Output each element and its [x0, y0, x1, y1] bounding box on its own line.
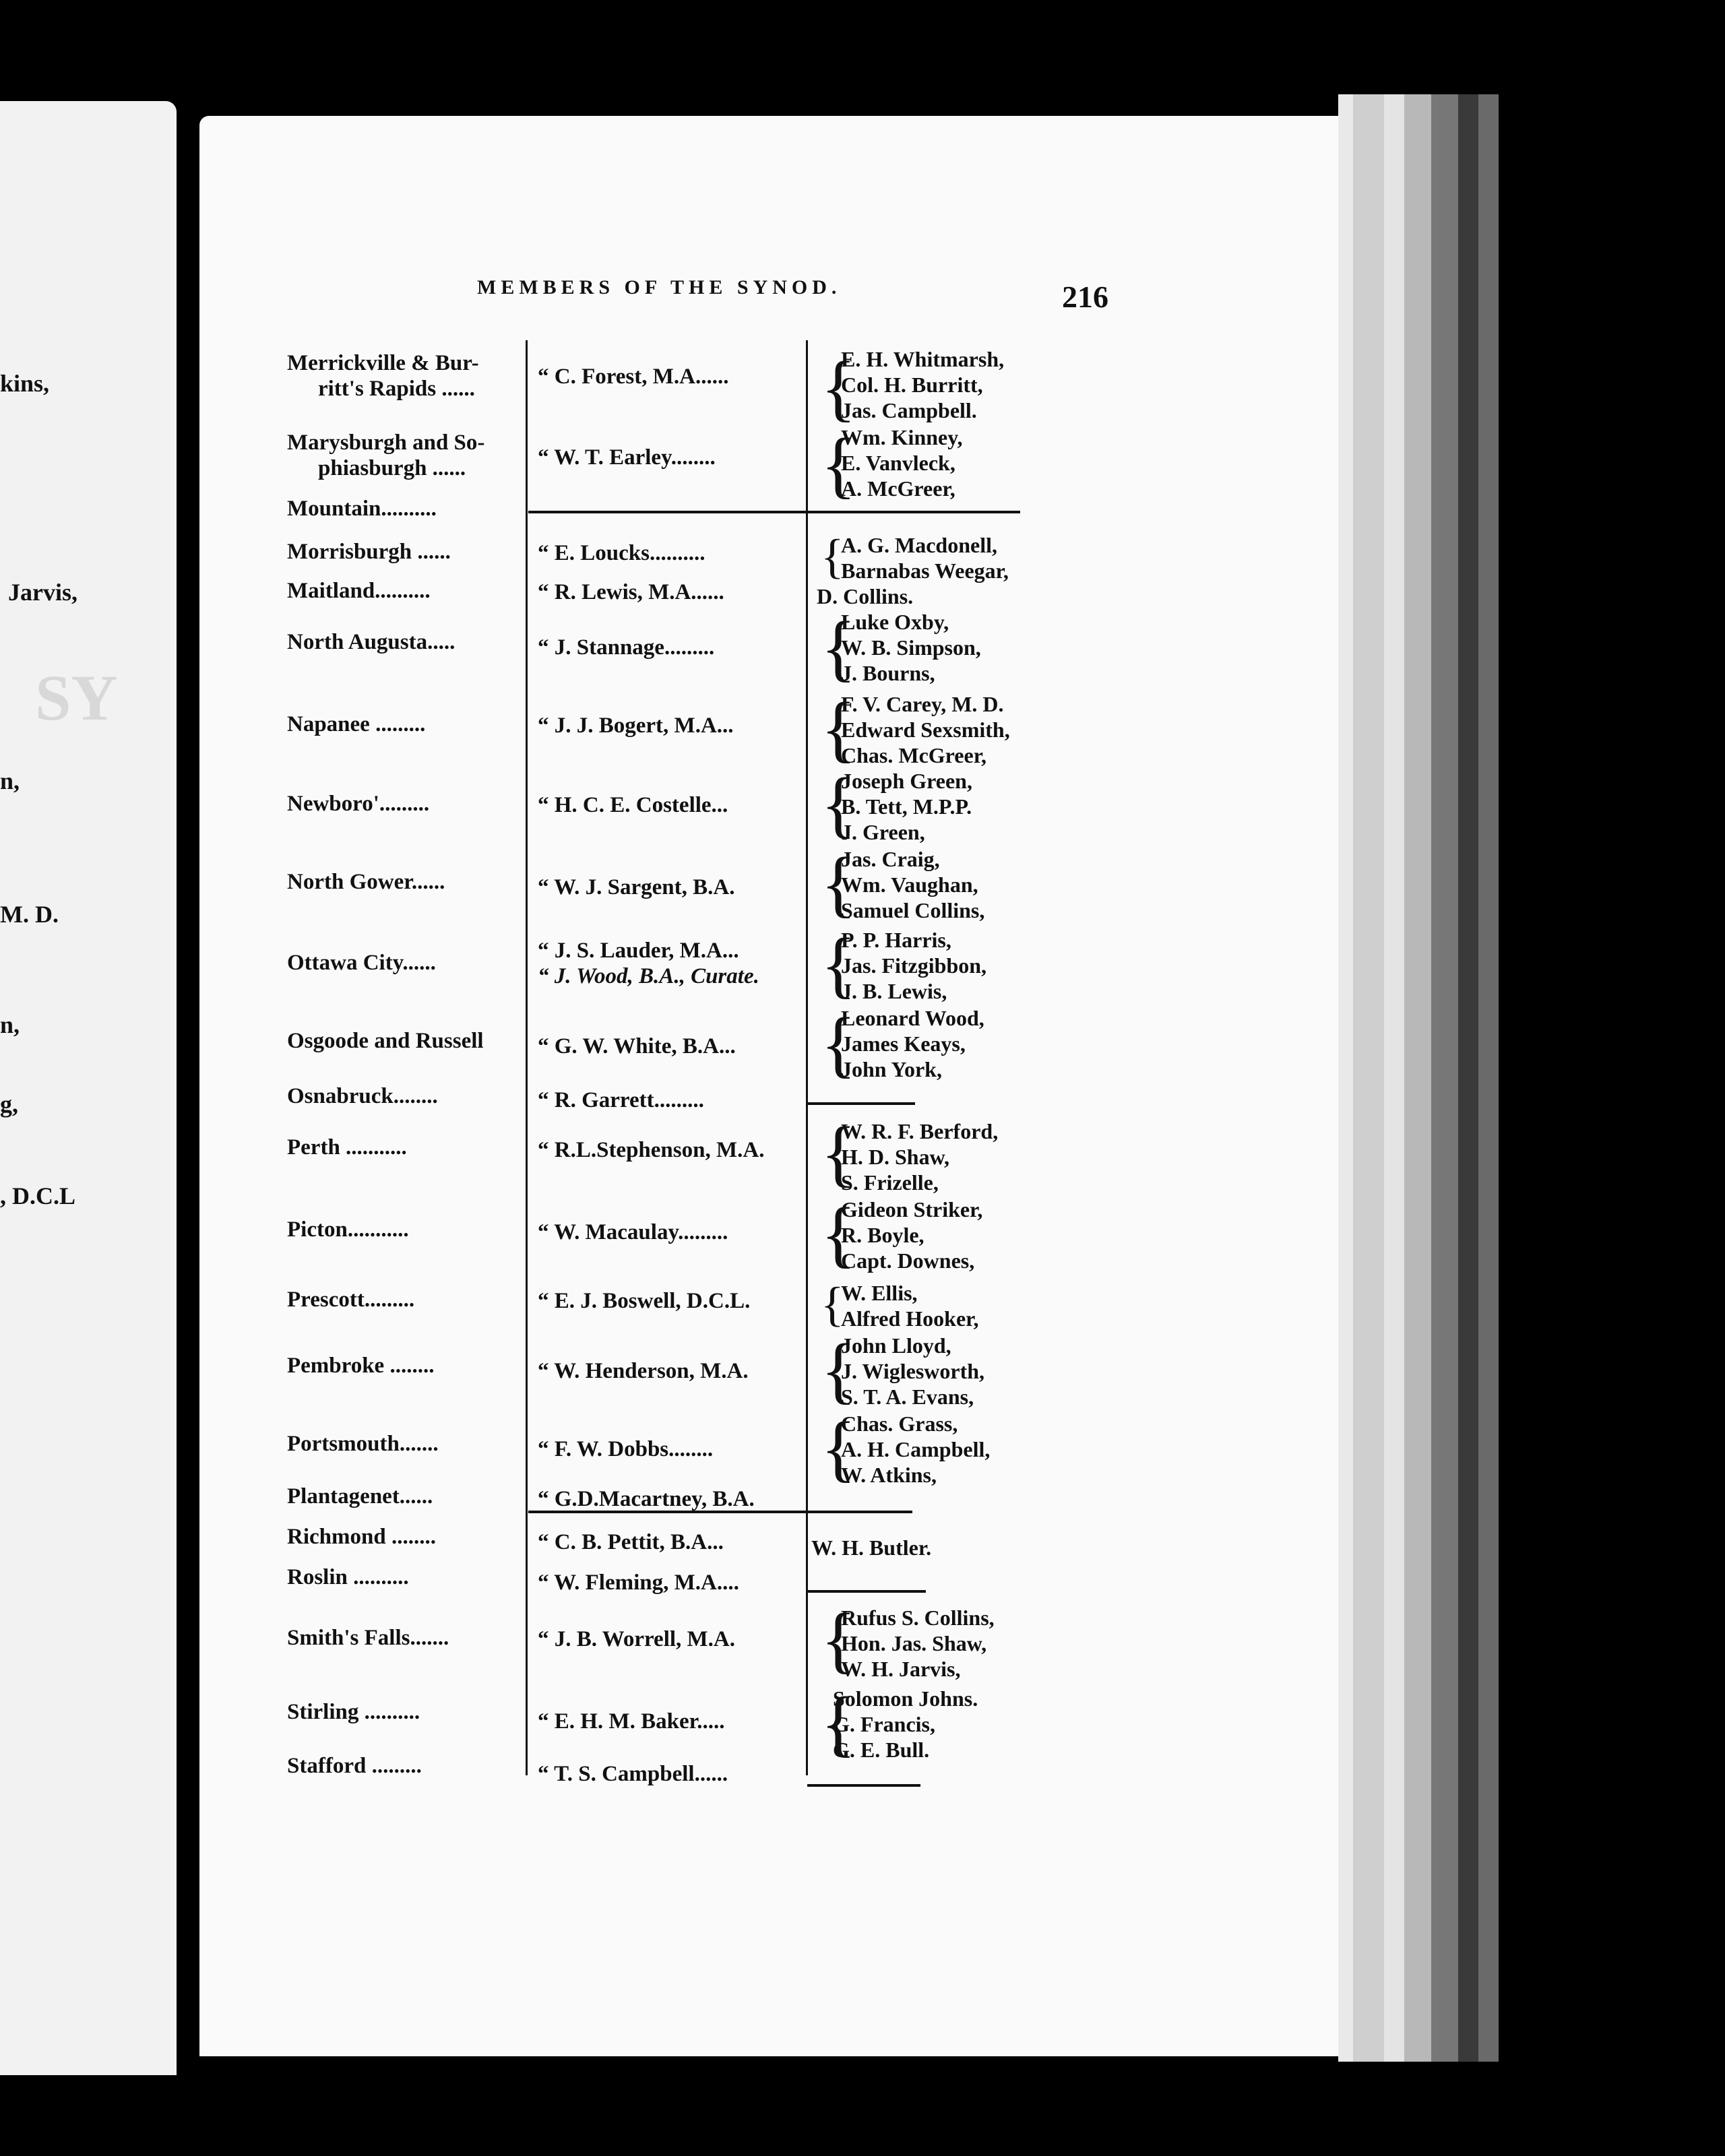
parish-name: Pembroke ........	[287, 1354, 435, 1378]
brace-glyph: {	[821, 763, 856, 845]
left-page-fragment: , D.C.L	[0, 1182, 76, 1209]
clergy-name: “ C. Forest, M.A......	[538, 364, 729, 389]
parish-name: Smith's Falls.......	[287, 1626, 449, 1650]
lay-delegates: Solomon Johns. G. Francis, G. E. Bull.	[833, 1686, 978, 1762]
page-edge	[1353, 94, 1384, 2062]
clergy-name: “ W. Henderson, M.A.	[538, 1359, 749, 1383]
parish-name: Ottawa City......	[287, 951, 436, 975]
parish-name: Stirling ..........	[287, 1700, 420, 1724]
brace-glyph: {	[821, 842, 856, 924]
left-page-fragment: n,	[0, 767, 20, 794]
lay-delegates: Wm. Kinney, E. Vanvleck, A. McGreer,	[841, 425, 963, 501]
brace-glyph: {	[821, 1598, 856, 1680]
parish-name: Mountain..........	[287, 497, 437, 521]
parish-name: Picton...........	[287, 1217, 409, 1242]
brace-glyph: {	[821, 346, 856, 429]
clergy-name: “ J. J. Bogert, M.A...	[538, 714, 734, 738]
clergy-name: “ F. W. Dobbs........	[538, 1437, 714, 1461]
clergy-name: “ W. J. Sargent, B.A.	[538, 875, 735, 899]
left-page-fragment: g,	[0, 1091, 18, 1118]
lay-delegates: W. R. F. Berford, H. D. Shaw, S. Frizelle,	[841, 1119, 999, 1195]
separator-rule	[528, 511, 1020, 513]
parish-name: Marysburgh and So- phiasburgh ......	[287, 431, 485, 480]
lay-delegates: Chas. Grass, A. H. Campbell, W. Atkins,	[841, 1412, 991, 1487]
clergy-name: “ E. Loucks..........	[538, 541, 705, 565]
parish-name: Osnabruck........	[287, 1084, 438, 1108]
lay-delegates: Joseph Green, B. Tett, M.P.P. J. Green,	[841, 769, 972, 844]
left-page-fragment: SY	[35, 662, 118, 734]
clergy-name: “ G.D.Macartney, B.A.	[538, 1487, 755, 1511]
lay-delegates: Jas. Craig, Wm. Vaughan, Samuel Collins,	[841, 847, 985, 922]
separator-rule	[807, 1590, 926, 1593]
lay-delegates: W. H. Butler.	[811, 1535, 932, 1560]
column-rule-right	[806, 340, 808, 1775]
clergy-name: “ E. H. M. Baker.....	[538, 1709, 725, 1734]
parish-name: Richmond ........	[287, 1525, 436, 1549]
clergy-name: “ J. Stannage.........	[538, 635, 715, 660]
clergy-name: “ W. Macaulay.........	[538, 1220, 728, 1244]
parish-name: Napanee .........	[287, 712, 426, 736]
parish-name: North Augusta.....	[287, 630, 456, 654]
brace-glyph: {	[821, 1112, 856, 1194]
brace-glyph: {	[821, 1277, 844, 1331]
left-page-fragment: M. D.	[0, 901, 59, 928]
brace-glyph: {	[821, 1003, 856, 1085]
separator-rule	[807, 1102, 915, 1105]
parish-name: Portsmouth.......	[287, 1432, 439, 1456]
parish-name: Roslin ..........	[287, 1565, 409, 1589]
lay-delegates: Rufus S. Collins, Hon. Jas. Shaw, W. H. Jarvis,	[841, 1606, 995, 1681]
lay-delegates: D. Collins.	[817, 584, 914, 608]
brace-glyph: {	[821, 1682, 856, 1764]
left-page-fragment: kins,	[0, 370, 50, 397]
clergy-name: “ J. B. Worrell, M.A.	[538, 1627, 736, 1651]
clergy-name: “ W. T. Earley........	[538, 445, 716, 470]
page-edge	[1478, 94, 1499, 2062]
lay-delegates: John Lloyd, J. Wiglesworth, S. T. A. Evans,	[841, 1333, 985, 1409]
lay-delegates: W. Ellis, Alfred Hooker,	[841, 1281, 979, 1331]
lay-delegates: A. G. Macdonell, Barnabas Weegar,	[841, 533, 1009, 583]
clergy-name: “ R. Lewis, M.A......	[538, 580, 724, 604]
brace-glyph: {	[821, 1193, 856, 1275]
brace-glyph: {	[821, 423, 856, 505]
left-facing-page	[0, 101, 177, 2075]
parish-name: Perth ...........	[287, 1135, 407, 1160]
clergy-name: “ R. Garrett.........	[538, 1088, 704, 1112]
lay-delegates: Luke Oxby, W. B. Simpson, J. Bourns,	[841, 610, 981, 685]
lay-delegates: P. P. Harris, Jas. Fitzgibbon, J. B. Lewis,	[841, 928, 987, 1003]
parish-name: Plantagenet......	[287, 1484, 433, 1509]
brace-glyph: {	[821, 1407, 856, 1489]
parish-name: North Gower......	[287, 870, 445, 894]
parish-name: Stafford .........	[287, 1754, 422, 1778]
lay-delegates: E. H. Whitmarsh, Col. H. Burritt, Jas. Campbell.	[841, 347, 1005, 422]
parish-name: Osgoode and Russell	[287, 1029, 484, 1053]
clergy-name: “ J. S. Lauder, M.A... “ J. Wood, B.A., Curate.	[538, 939, 759, 988]
clergy-name: “ C. B. Pettit, B.A...	[538, 1530, 724, 1554]
page-header-title: MEMBERS OF THE SYNOD.	[477, 276, 842, 298]
brace-glyph: {	[821, 923, 856, 1005]
brace-glyph: {	[821, 1329, 856, 1411]
clergy-name: “ R.L.Stephenson, M.A.	[538, 1138, 765, 1162]
page-edge	[1384, 94, 1404, 2062]
clergy-name: “ G. W. White, B.A...	[538, 1034, 736, 1058]
brace-glyph: {	[821, 530, 844, 583]
page-number: 216	[1062, 280, 1108, 314]
left-page-fragment: Jarvis,	[8, 579, 77, 606]
page-edge	[1338, 94, 1353, 2062]
parish-name: Maitland..........	[287, 579, 431, 603]
clergy-name: “ E. J. Boswell, D.C.L.	[538, 1289, 751, 1313]
clergy-name: “ H. C. E. Costelle...	[538, 793, 728, 817]
lay-delegates: Leonard Wood, James Keays, John York,	[841, 1006, 984, 1081]
clergy-name: “ W. Fleming, M.A....	[538, 1571, 739, 1595]
page-edge	[1404, 94, 1431, 2062]
column-rule-left	[526, 340, 528, 1775]
left-page-fragment: n,	[0, 1011, 20, 1038]
clergy-name: “ T. S. Campbell......	[538, 1762, 728, 1786]
separator-rule	[807, 1784, 920, 1787]
parish-name: Prescott.........	[287, 1288, 415, 1312]
brace-glyph: {	[821, 687, 856, 769]
page-edge	[1431, 94, 1458, 2062]
lay-delegates: F. V. Carey, M. D. Edward Sexsmith, Chas. McGreer,	[841, 692, 1010, 767]
parish-name: Newboro'.........	[287, 792, 430, 816]
parish-name: Morrisburgh ......	[287, 540, 451, 564]
parish-name: Merrickville & Bur- ritt's Rapids ......	[287, 351, 479, 401]
brace-glyph: {	[821, 606, 856, 689]
lay-delegates: Gideon Striker, R. Boyle, Capt. Downes,	[841, 1197, 983, 1273]
page-edge	[1458, 94, 1478, 2062]
